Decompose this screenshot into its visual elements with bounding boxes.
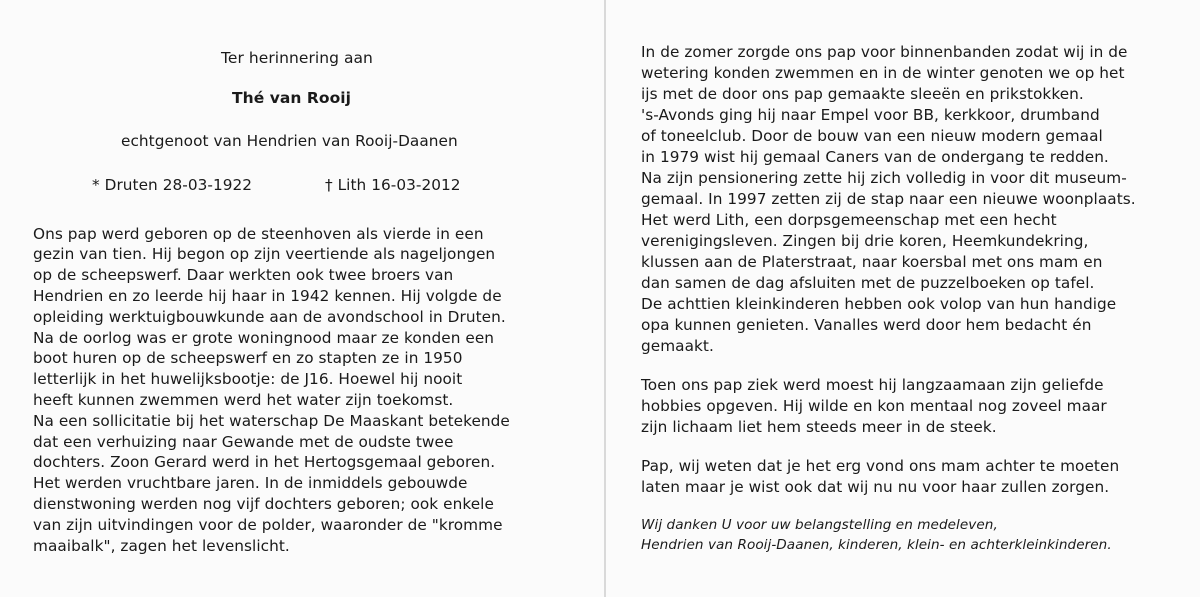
body-line: in 1979 wist hij gemaal Caners van de ondergang te redden. — [641, 148, 1109, 166]
body-line: Ons pap werd geboren op de steenhoven als vierde in een — [33, 225, 484, 243]
deceased-name: Thé van Rooij — [232, 89, 352, 107]
right-page — [606, 0, 1200, 597]
birth-line: * Druten 28-03-1922 — [92, 176, 253, 194]
body-line: zijn lichaam liet hem steeds meer in de steek. — [641, 418, 997, 436]
body-line: maaibalk", zagen het levenslicht. — [33, 537, 290, 555]
body-line: ijs met de door ons pap gemaakte sleeën en prikstokken. — [641, 85, 1084, 103]
body-line: gezin van tien. Hij begon op zijn veertiende als nageljongen — [33, 245, 496, 263]
body-line: Na de oorlog was er grote woningnood maar ze konden een — [33, 329, 495, 347]
body-line: Het werd Lith, een dorpsgemeenschap met een hecht — [641, 211, 1057, 229]
body-line: Hendrien en zo leerde hij haar in 1942 kennen. Hij volgde de — [33, 287, 502, 305]
body-line: of toneelclub. Door de bouw van een nieuw modern gemaal — [641, 127, 1103, 145]
body-line: verenigingsleven. Zingen bij drie koren, Heemkundekring, — [641, 232, 1089, 250]
body-line: laten maar je wist ook dat wij nu nu voor haar zullen zorgen. — [641, 478, 1110, 496]
intro-text: Ter herinnering aan — [221, 49, 373, 67]
body-line: hobbies opgeven. Hij wilde en kon mentaal nog zoveel maar — [641, 397, 1107, 415]
body-line: gemaakt. — [641, 337, 714, 355]
body-line: In de zomer zorgde ons pap voor binnenbanden zodat wij in de — [641, 43, 1128, 61]
body-line: dan samen de dag afsluiten met de puzzelboeken op tafel. — [641, 274, 1095, 292]
body-line: dat een verhuizing naar Gewande met de oudste twee — [33, 433, 454, 451]
body-line: dochters. Zoon Gerard werd in het Hertogsgemaal geboren. — [33, 453, 496, 471]
body-line: Na een sollicitatie bij het waterschap De Maaskant betekende — [33, 412, 510, 430]
body-line: Het werden vruchtbare jaren. In de inmiddels gebouwde — [33, 474, 468, 492]
body-line: De achttien kleinkinderen hebben ook volop van hun handige — [641, 295, 1117, 313]
body-line: opleiding werktuigbouwkunde aan de avondschool in Druten. — [33, 308, 506, 326]
body-line: gemaal. In 1997 zetten zij de stap naar een nieuwe woonplaats. — [641, 190, 1136, 208]
death-line: † Lith 16-03-2012 — [325, 176, 461, 194]
body-line: Pap, wij weten dat je het erg vond ons mam achter te moeten — [641, 457, 1120, 475]
body-line: heeft kunnen zwemmen werd het water zijn toekomst. — [33, 391, 454, 409]
body-line: 's-Avonds ging hij naar Empel voor BB, kerkkoor, drumband — [641, 106, 1100, 124]
body-line: Toen ons pap ziek werd moest hij langzaamaan zijn geliefde — [641, 376, 1104, 394]
thanks-line: Wij danken U voor uw belangstelling en medeleven, — [641, 517, 998, 533]
body-line: boot huren op de scheepswerf en zo stapten ze in 1950 — [33, 349, 463, 367]
body-line: van zijn uitvindingen voor de polder, waaronder de "kromme — [33, 516, 503, 534]
body-line: op de scheepswerf. Daar werkten ook twee broers van — [33, 266, 454, 284]
body-line: klussen aan de Platerstraat, naar koersbal met ons mam en — [641, 253, 1103, 271]
family-signature: Hendrien van Rooij-Daanen, kinderen, klein- en achterkleinkinderen. — [641, 537, 1112, 553]
body-line: Na zijn pensionering zette hij zich volledig in voor dit museum- — [641, 169, 1127, 187]
body-line: opa kunnen genieten. Vanalles werd door hem bedacht én — [641, 316, 1092, 334]
body-line: wetering konden zwemmen en in de winter genoten we op het — [641, 64, 1125, 82]
body-line: letterlijk in het huwelijksbootje: de J16. Hoewel hij nooit — [33, 370, 463, 388]
spouse-text: echtgenoot van Hendrien van Rooij-Daanen — [121, 132, 458, 150]
body-line: dienstwoning werden nog vijf dochters geboren; ook enkele — [33, 495, 494, 513]
